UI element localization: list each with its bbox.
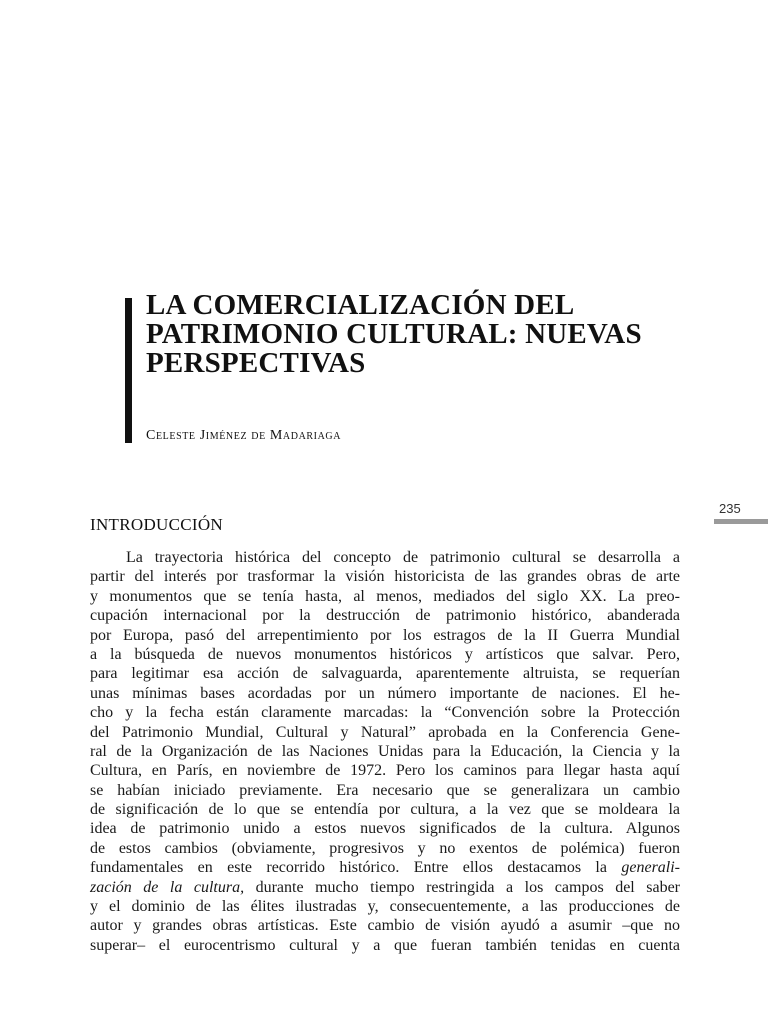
body-paragraph — [90, 548, 680, 955]
page-number: 235 — [719, 501, 741, 516]
body-line: para legitimar esa acción de salvaguarda, aparentemente altruista, se requerían — [90, 665, 680, 683]
italic-phrase: zación de la cultura, — [90, 878, 245, 896]
body-line: ral de la Organización de las Naciones Unidas para la Educación, la Ciencia y la — [90, 742, 680, 760]
body-line-text: durante mucho tiempo restringida a los campos del saber — [255, 878, 681, 896]
article-title — [146, 291, 706, 378]
body-line: cupación internacional por la destrucción de patrimonio histórico, abanderada — [90, 607, 680, 625]
body-line: se habían iniciado previamente. Era necesario que se generalizara un cambio — [90, 781, 680, 799]
body-line: cho y la fecha están claramente marcadas: la “Convención sobre la Protección — [90, 704, 680, 722]
title-line-2: PATRIMONIO CULTURAL: NUEVAS — [146, 318, 642, 350]
body-line — [90, 878, 680, 897]
author-name: Celeste Jiménez de Madariaga — [146, 428, 342, 443]
body-line: superar– el eurocentrismo cultural y a que fueran también tenidas en cuenta — [90, 936, 680, 954]
body-line: Cultura, en París, en noviembre de 1972. Pero los caminos para llegar hasta aquí — [90, 762, 680, 780]
body-line: unas mínimas bases acordadas por un número importante de naciones. El he- — [90, 684, 680, 702]
body-line: partir del interés por trasformar la visión historicista de las grandes obras de arte — [90, 568, 680, 586]
body-line — [90, 858, 680, 877]
body-line: del Patrimonio Mundial, Cultural y Natural” aprobada en la Conferencia Gene- — [90, 723, 680, 741]
body-line: y monumentos que se tenía hasta, al menos, mediados del siglo XX. La preo- — [90, 587, 680, 605]
page-number-rule — [714, 519, 768, 524]
body-line: de estos cambios (obviamente, progresivos y no exentos de polémica) fueron — [90, 839, 680, 857]
body-line: a la búsqueda de nuevos monumentos históricos y artísticos que salvar. Pero, — [90, 645, 680, 663]
body-line: autor y grandes obras artísticas. Este cambio de visión ayudó a asumir –que no — [90, 917, 680, 935]
body-line: y el dominio de las élites ilustradas y, consecuentemente, a las producciones de — [90, 898, 680, 916]
title-accent-bar — [125, 298, 132, 443]
title-line-1: LA COMERCIALIZACIÓN DEL — [146, 289, 575, 321]
body-line-text: fundamentales en este recorrido histórico. Entre ellos destacamos la — [90, 859, 607, 877]
title-line-3: PERSPECTIVAS — [146, 347, 366, 379]
body-line: de significación de lo que se entendía por cultura, a la vez que se moldeara la — [90, 801, 680, 819]
body-line: idea de patrimonio unido a estos nuevos significados de la cultura. Algunos — [90, 820, 680, 838]
italic-phrase: generali- — [621, 859, 681, 877]
body-line: por Europa, pasó del arrepentimiento por los estragos de la II Guerra Mundial — [90, 626, 680, 644]
section-heading: INTRODUCCIÓN — [90, 515, 223, 534]
body-line: La trayectoria histórica del concepto de patrimonio cultural se desarrolla a — [126, 549, 680, 566]
